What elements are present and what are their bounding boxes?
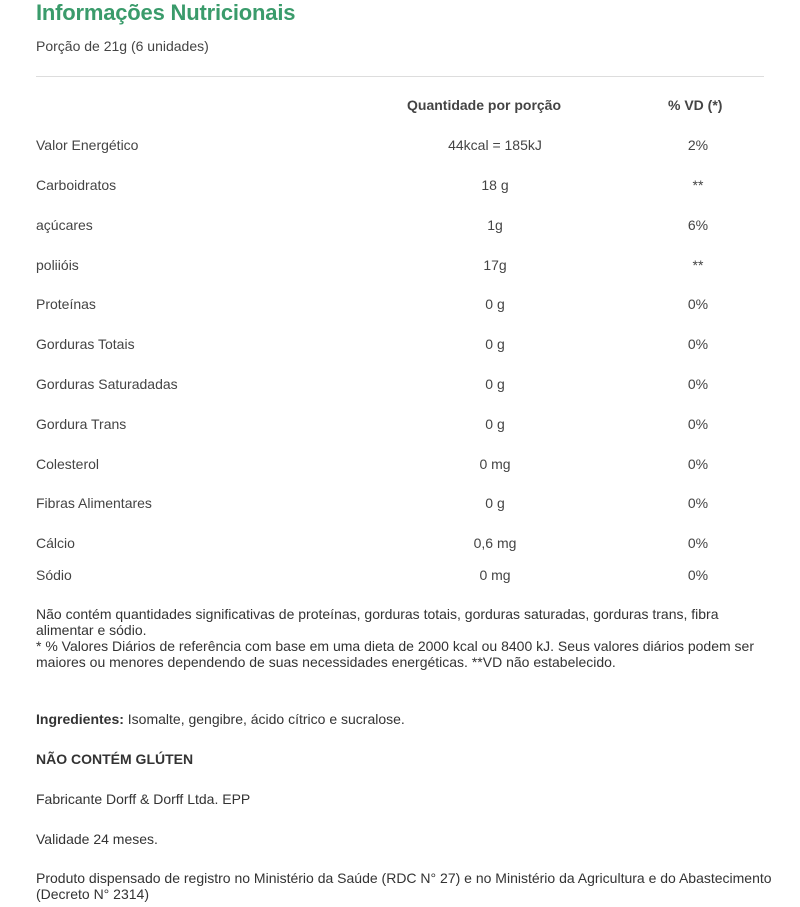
nutrient-quantity: 0 g bbox=[485, 495, 505, 511]
ingredients-label: Ingredientes: bbox=[36, 711, 124, 727]
table-row bbox=[0, 217, 800, 237]
gluten-warning: NÃO CONTÉM GLÚTEN bbox=[36, 751, 194, 767]
nutrient-quantity: 0 g bbox=[485, 376, 505, 392]
nutrient-quantity: 1g bbox=[487, 217, 503, 233]
table-row bbox=[0, 416, 800, 436]
nutrient-vd: 0% bbox=[687, 567, 709, 583]
nutrient-name: Gorduras Saturadadas bbox=[36, 376, 178, 392]
nutrient-name: açúcares bbox=[36, 217, 93, 233]
nutrient-name: Valor Energético bbox=[36, 137, 139, 153]
nutrient-quantity: 0 g bbox=[485, 416, 505, 432]
table-row bbox=[0, 376, 800, 396]
nutrient-quantity: 0 g bbox=[485, 296, 505, 312]
nutrition-notes bbox=[36, 606, 776, 670]
registration-info: Produto dispensado de registro no Ministério da Saúde (RDC N° 27) e no Ministério da Agricultura e do Abastecimento (Decreto N° 2314) bbox=[36, 870, 772, 902]
nutrient-quantity: 18 g bbox=[481, 177, 509, 193]
ingredients bbox=[36, 711, 405, 727]
nutrient-vd: ** bbox=[692, 177, 704, 193]
table-row bbox=[0, 296, 800, 316]
page-title: Informações Nutricionais bbox=[36, 0, 296, 25]
ingredients-text: Isomalte, gengibre, ácido cítrico e sucralose. bbox=[123, 711, 405, 727]
nutrient-vd: 6% bbox=[687, 217, 709, 233]
nutrient-vd: 0% bbox=[687, 456, 709, 472]
note-daily-values: * % Valores Diários de referência com base em uma dieta de 2000 kcal ou 8400 kJ. Seus valores diários podem ser maiores ou menores dependendo de suas necessidades energéticas. **VD não estabelecido. bbox=[36, 638, 755, 670]
nutrient-quantity: 17g bbox=[483, 257, 507, 273]
note-not-significant: Não contém quantidades significativas de proteínas, gorduras totais, gorduras saturadas, gorduras trans, fibra alimentar e sódio. bbox=[36, 606, 719, 638]
nutrient-name: Gorduras Totais bbox=[36, 336, 135, 352]
table-row bbox=[0, 177, 800, 197]
nutrient-name: Fibras Alimentares bbox=[36, 495, 152, 511]
nutrient-vd: 0% bbox=[687, 376, 709, 392]
header-vd: % VD (*) bbox=[668, 97, 723, 113]
nutrient-vd: 0% bbox=[687, 336, 709, 352]
portion-size: Porção de 21g (6 unidades) bbox=[36, 38, 209, 54]
nutrient-vd: 0% bbox=[687, 296, 709, 312]
nutrient-name: Cálcio bbox=[36, 535, 75, 551]
nutrient-name: Gordura Trans bbox=[36, 416, 127, 432]
table-row bbox=[0, 456, 800, 476]
nutrient-vd: ** bbox=[692, 257, 704, 273]
nutrient-vd: 2% bbox=[687, 137, 709, 153]
table-row bbox=[0, 257, 800, 277]
table-row bbox=[0, 495, 800, 515]
divider bbox=[36, 76, 764, 77]
nutrient-name: Colesterol bbox=[36, 456, 100, 472]
nutrient-quantity: 0 mg bbox=[479, 567, 511, 583]
nutrient-quantity: 44kcal = 185kJ bbox=[448, 137, 542, 153]
table-row bbox=[0, 336, 800, 356]
nutrient-quantity: 0 mg bbox=[479, 456, 511, 472]
header-quantity: Quantidade por porção bbox=[407, 97, 562, 113]
nutrient-vd: 0% bbox=[687, 416, 709, 432]
table-row bbox=[0, 137, 800, 157]
manufacturer: Fabricante Dorff & Dorff Ltda. EPP bbox=[36, 791, 251, 807]
nutrient-quantity: 0,6 mg bbox=[473, 535, 517, 551]
nutrient-name: Sódio bbox=[36, 567, 72, 583]
nutrient-name: poliióis bbox=[36, 257, 79, 273]
validity: Validade 24 meses. bbox=[36, 831, 158, 847]
nutrient-quantity: 0 g bbox=[485, 336, 505, 352]
table-row bbox=[0, 567, 800, 587]
nutrient-name: Carboidratos bbox=[36, 177, 117, 193]
nutrient-name: Proteínas bbox=[36, 296, 96, 312]
nutrient-vd: 0% bbox=[687, 535, 709, 551]
table-row bbox=[0, 535, 800, 555]
nutrient-vd: 0% bbox=[687, 495, 709, 511]
